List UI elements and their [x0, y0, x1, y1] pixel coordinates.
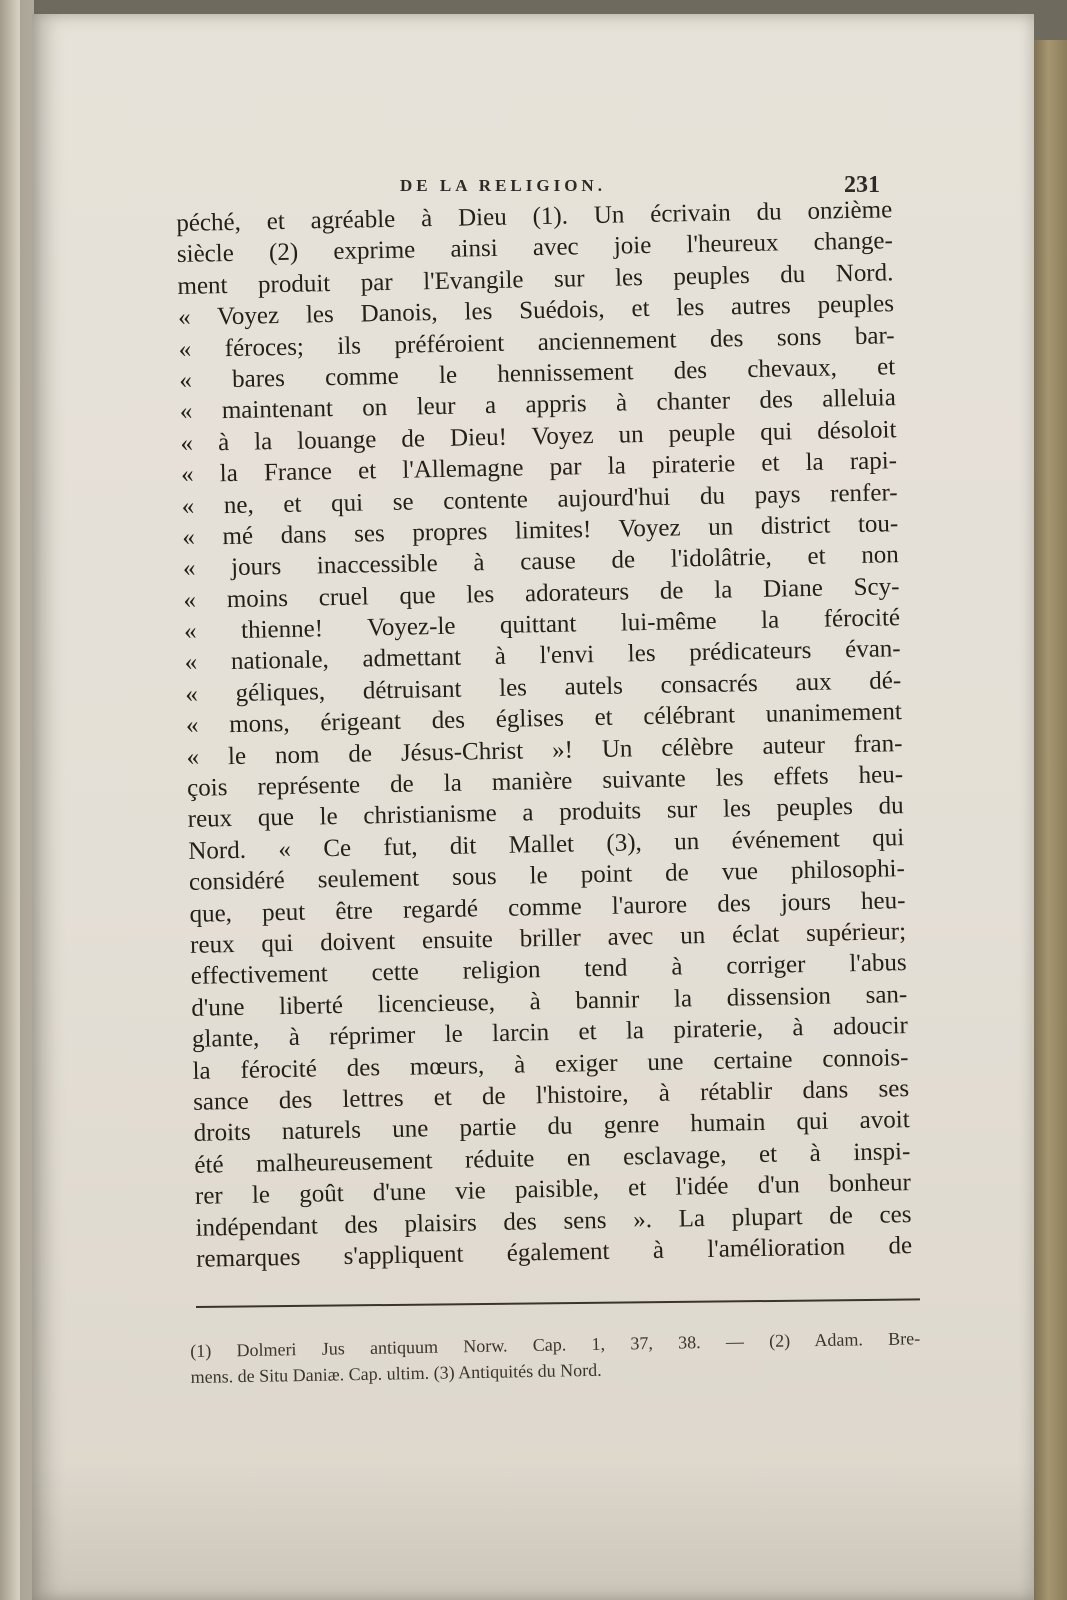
text-line: sance des lettres et de l'histoire, à rétablir dans ses: [192, 1075, 910, 1116]
footnote-line: (1) Dolmeri Jus antiquum Norw. Cap. 1, 37, 38. — (2) Adam. Bre-: [190, 1328, 921, 1361]
footnote-line: mens. de Situ Daniæ. Cap. ultim. (3) Antiquités du Nord.: [190, 1359, 602, 1387]
text-line: droits naturels une partie du genre humain qui avoit: [193, 1106, 910, 1148]
running-title: DE LA RELIGION.: [400, 176, 606, 195]
text-line: remarques s'appliquent également à l'amélioration de: [195, 1231, 913, 1273]
text-line: « à la louange de Dieu! Voyez un peuple qui désoloit: [180, 415, 897, 457]
text-line: la férocité des mœurs, à exiger une certaine connois-: [192, 1043, 909, 1085]
text-line: siècle (2) exprime ainsi avec joie l'heureux change-: [176, 227, 894, 269]
text-line: « la France et l'Allemagne par la piraterie et la rapi-: [180, 447, 898, 489]
text-line: « mé dans ses propres limites! Voyez un district tou-: [182, 510, 899, 551]
text-line: « jours inaccessible à cause de l'idolâtrie, et non: [182, 541, 900, 583]
text-line: Nord. « Ce fut, dit Mallet (3), un événement qui: [188, 823, 905, 865]
text-line: « le nom de Jésus-Christ »! Un célèbre auteur fran-: [186, 729, 903, 771]
text-line: « mons, érigeant des églises et célébrant unanimement: [185, 698, 903, 740]
page-number: 231: [844, 172, 880, 198]
text-line: glante, à réprimer le larcin et la piraterie, à adoucir: [191, 1012, 909, 1054]
text-line: effectivement cette religion tend à corriger l'abus: [190, 949, 907, 991]
text-line: rer le goût d'une vie paisible, et l'idée d'un bonheur: [194, 1169, 912, 1210]
text-line: que, peut être regardé comme l'aurore des jours heu-: [189, 886, 906, 928]
text-line: « Voyez les Danois, les Suédois, et les autres peuples: [177, 290, 895, 332]
text-line: « thienne! Voyez-le quittant lui-même la férocité: [183, 604, 901, 645]
body-text: [176, 194, 912, 1275]
page-gutter-shadow: [20, 0, 42, 1600]
text-line: d'une liberté licencieuse, à bannir la dissension san-: [191, 980, 908, 1022]
text-line: « moins cruel que les adorateurs de la Diane Scy-: [183, 572, 900, 614]
text-line: « bares comme le hennissement des chevaux, et: [179, 353, 896, 394]
text-line: çois représente de la manière suivante les effets heu-: [186, 761, 904, 802]
text-line: « géliques, détruisant les autels consacrés aux dé-: [185, 667, 902, 708]
text-line: reux qui doivent ensuite briller avec un éclat supérieur;: [189, 918, 907, 959]
book-spine-edge: [1033, 40, 1067, 1600]
text-line: « maintenant on leur a appris à chanter des alleluia: [179, 384, 897, 426]
text-line: « féroces; ils préféroient anciennement des sons bar-: [178, 321, 895, 363]
text-line: « ne, et qui se contente aujourd'hui du pays renfer-: [181, 478, 898, 520]
text-line: péché, et agréable à Dieu (1). Un écrivain du onzième: [176, 196, 893, 237]
text-line: considéré seulement sous le point de vue philosophi-: [188, 855, 906, 897]
text-line: ment produit par l'Evangile sur les peuples du Nord.: [177, 259, 894, 300]
text-line: été malheureusement réduite en esclavage, et à inspi-: [194, 1137, 911, 1179]
text-line: indépendant des plaisirs des sens ». La plupart de ces: [195, 1200, 912, 1242]
text-line: reux que le christianisme a produits sur les peuples du: [187, 792, 904, 834]
text-line: « nationale, admettant à l'envi les prédicateurs évan-: [184, 635, 901, 677]
